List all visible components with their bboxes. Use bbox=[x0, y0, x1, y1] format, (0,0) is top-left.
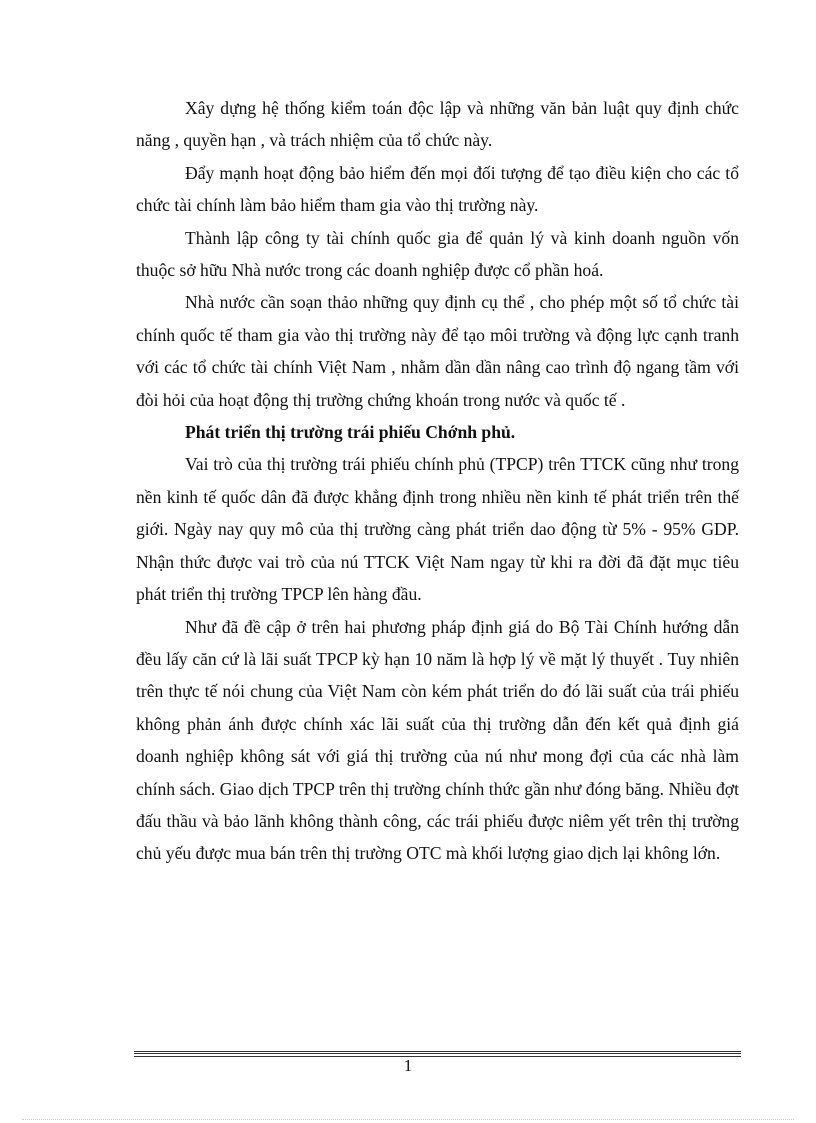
paragraph-insurance: Đẩy mạnh hoạt động bảo hiểm đến mọi đối tượng để tạo điều kiện cho các tổ chức tài chính làm bảo hiểm tham gia vào thị trường này. bbox=[136, 162, 739, 216]
section-heading: Phát triển thị trường trái phiếu Chớnh phủ. bbox=[185, 422, 516, 443]
body-text bbox=[136, 92, 739, 870]
paragraph-national-finance-company: Thành lập công ty tài chính quốc gia để quản lý và kinh doanh nguồn vốn thuộc sở hữu Nhà nước trong các doanh nghiệp được cổ phần hoá. bbox=[136, 227, 739, 281]
paragraph-independent-audit: Xây dựng hệ thống kiểm toán độc lập và những văn bản luật quy định chức năng , quyền hạn , và trách nhiệm của tổ chức này. bbox=[136, 98, 739, 151]
paragraph-tpcp-role: Vai trò của thị trường trái phiếu chính phủ (TPCP) trên TTCK cũng như trong nền kinh tế quốc dân đã được khẳng định trong nhiều nền kinh tế phát triển trên thế giới. Ngày nay quy mô của thị trường càng phát triển dao động từ 5% - 95% GDP. Nhận thức được vai trò của nú TTCK Việt Nam ngay từ khi ra đời đã đặt mục tiêu phát triển thị trường TPCP lên hàng đầu. bbox=[136, 454, 739, 605]
page-edge-divider bbox=[22, 1119, 794, 1120]
page-number: 1 bbox=[403, 1056, 413, 1075]
paragraph-valuation: Như đã đề cập ở trên hai phương pháp định giá do Bộ Tài Chính hướng dẫn đều lấy căn cứ là lãi suất TPCP kỳ hạn 10 năm là hợp lý về mặt lý thuyết . Tuy nhiên trên thực tế nói chung của Việt Nam còn kém phát triển do đó lãi suất của trái phiếu không phản ánh được chính xác lãi suất của thị trường dẫn đến kết quả định giá doanh nghiệp không sát với giá thị trường của nú như mong đợi của các nhà làm chính sách. Giao dịch TPCP trên thị trường chính thức gần như đóng băng. Nhiều đợt đấu thầu và bảo lãnh không thành công, các trái phiếu được niêm yết trên thị trường chủ yếu được mua bán trên thị trường OTC mà khối lượng giao dịch lại không lớn. bbox=[136, 616, 739, 864]
paragraph-international-institutions: Nhà nước cần soạn thảo những quy định cụ thể , cho phép một số tổ chức tài chính quốc tế tham gia vào thị trường này để tạo môi trường và động lực cạnh tranh với các tổ chức tài chính Việt Nam , nhằm dần dần nâng cao trình độ ngang tầm với đòi hỏi của hoạt động thị trường chứng khoán trong nước và quốc tế . bbox=[136, 292, 739, 410]
